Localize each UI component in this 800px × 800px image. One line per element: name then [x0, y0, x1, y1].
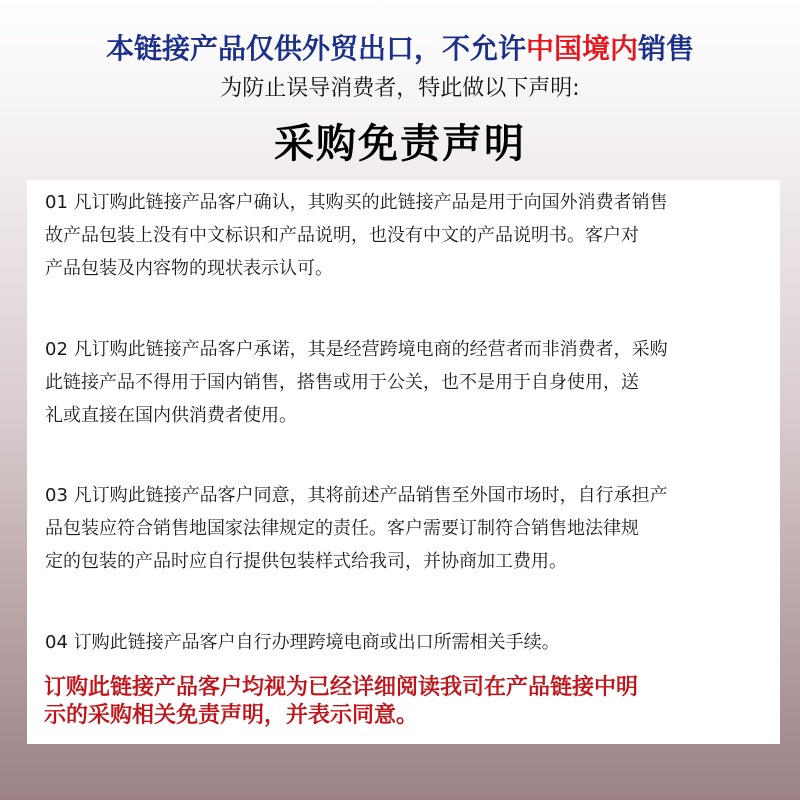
notice-line: 订购此链接产品客户均视为已经详细阅读我司在产品链接中明 — [44, 675, 639, 700]
notice-line: 示的采购相关免责声明，并表示同意。 — [44, 703, 419, 728]
clause-line: 03 凡订购此链接产品客户同意，其将前述产品销售至外国市场时，自行承担产 — [45, 485, 668, 506]
clause-04 — [45, 626, 775, 659]
clause-line: 品包装应符合销售地国家法律规定的责任。客户需要订制符合销售地法律规 — [45, 518, 639, 539]
clause-line: 此链接产品不得用于国内销售，搭售或用于公关，也不是用于自身使用，送 — [45, 372, 639, 393]
agreement-notice — [44, 674, 774, 730]
clause-line: 产品包装及内容物的现状表示认可。 — [45, 258, 333, 279]
clause-line: 故产品包装上没有中文标识和产品说明，也没有中文的产品说明书。客户对 — [45, 225, 639, 246]
clause-line: 01 凡订购此链接产品客户确认，其购买的此链接产品是用于向国外消费者销售 — [45, 192, 668, 213]
clause-03 — [45, 479, 775, 578]
clause-line: 04 订购此链接产品客户自行办理跨境电商或出口所需相关手续。 — [45, 632, 560, 653]
subline: 为防止误导消费者，特此做以下声明: — [220, 76, 580, 101]
page-title: 采购免责声明 — [274, 121, 526, 167]
headline-part1: 本链接产品仅供外贸出口，不允许 — [105, 32, 526, 65]
headline-part2: 销售 — [638, 32, 695, 65]
clause-line: 礼或直接在国内供消费者使用。 — [45, 405, 297, 426]
disclaimer-box — [27, 180, 780, 744]
headline-highlight: 中国境内 — [525, 32, 638, 65]
headline — [0, 27, 800, 67]
clause-02 — [45, 333, 775, 432]
clause-line: 02 凡订购此链接产品客户承诺，其是经营跨境电商的经营者而非消费者，采购 — [45, 339, 668, 360]
clause-line: 定的包装的产品时应自行提供包装样式给我司，并协商加工费用。 — [45, 551, 567, 572]
clause-01 — [45, 186, 775, 285]
